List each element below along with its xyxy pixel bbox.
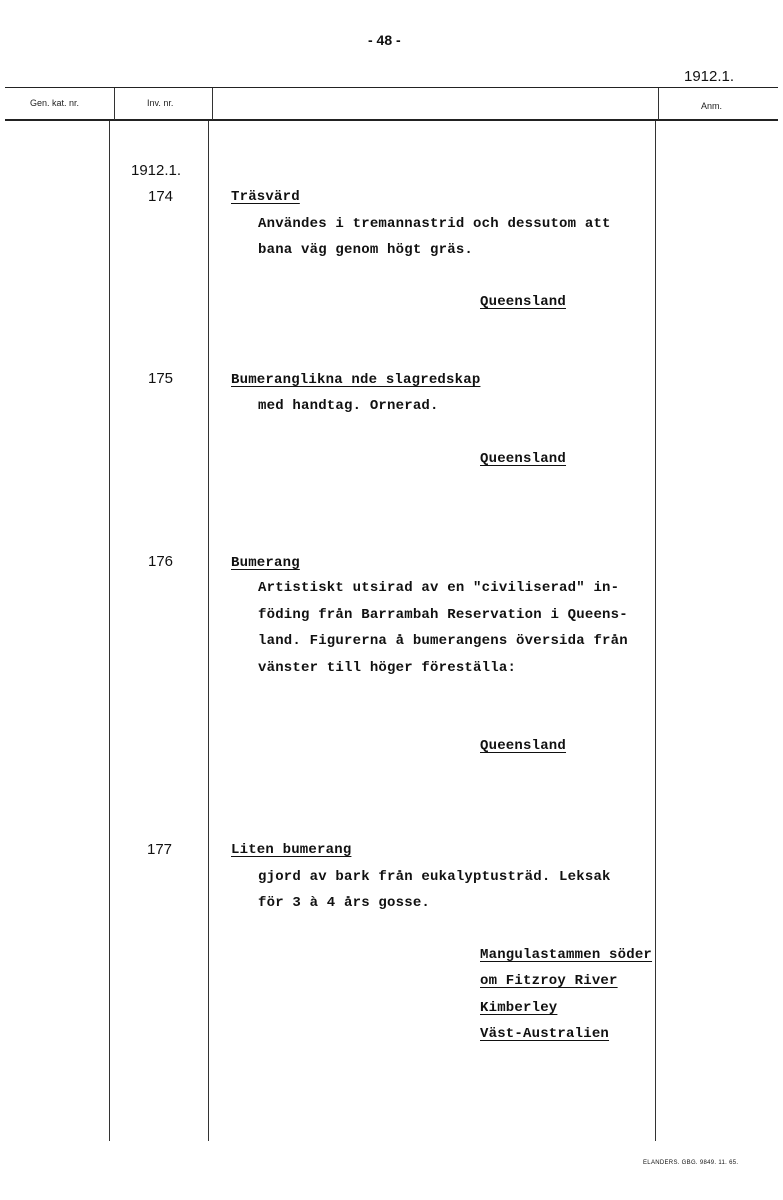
inv-number: 176 (148, 553, 174, 570)
column-header-inv: Inv. nr. (147, 98, 174, 108)
column-rule-3-header (658, 88, 659, 120)
entry-title: Liten bumerang (231, 842, 352, 858)
column-header-gen-kat: Gen. kat. nr. (30, 98, 80, 108)
year-marker: 1912.1. (131, 162, 182, 179)
entry-origin: Kimberley (480, 1000, 558, 1016)
entry-title: Bumeranglikna nde slagredskap (231, 372, 481, 388)
entry-line: för 3 à 4 års gosse. (258, 895, 431, 911)
column-header-anm: Anm. (701, 101, 723, 111)
column-rule-2-header (212, 88, 213, 120)
entry-origin: om Fitzroy River (480, 973, 618, 989)
entry-origin: Queensland (480, 451, 567, 467)
entry-line: föding från Barrambah Reservation i Queens- (258, 607, 628, 623)
entry-line: Artistiskt utsirad av en "civiliserad" in- (258, 580, 620, 596)
entry-line: land. Figurerna å bumerangens översida från (258, 633, 628, 649)
entry-origin: Queensland (480, 738, 567, 754)
entry-origin: Queensland (480, 294, 567, 310)
entry-line: vänster till höger föreställa: (258, 660, 517, 676)
entry-line: bana väg genom högt gräs. (258, 242, 474, 258)
header-year: 1912.1. (684, 68, 735, 85)
page-number: - 48 - (368, 32, 401, 48)
column-rule-1 (109, 121, 110, 1141)
entry-origin: Väst-Australien (480, 1026, 610, 1042)
inv-number: 175 (148, 370, 174, 387)
column-rule-1-header (114, 88, 115, 120)
entry-line: gjord av bark från eukalyptusträd. Leksak (258, 869, 611, 885)
column-rule-2 (208, 121, 209, 1141)
entry-title: Träsvärd (231, 189, 300, 205)
header-bottom-rule (5, 119, 778, 121)
header-top-rule (5, 87, 778, 88)
entry-title: Bumerang (231, 555, 300, 571)
inv-number: 174 (148, 188, 174, 205)
entry-line: med handtag. Ornerad. (258, 398, 439, 414)
entry-line: Användes i tremannastrid och dessutom att (258, 216, 611, 232)
inv-number: 177 (147, 841, 173, 858)
column-rule-3 (655, 121, 656, 1141)
printer-mark: ELANDERS. GBG. 9849. 11. 65. (643, 1160, 739, 1166)
entry-origin: Mangulastammen söder (480, 947, 653, 963)
